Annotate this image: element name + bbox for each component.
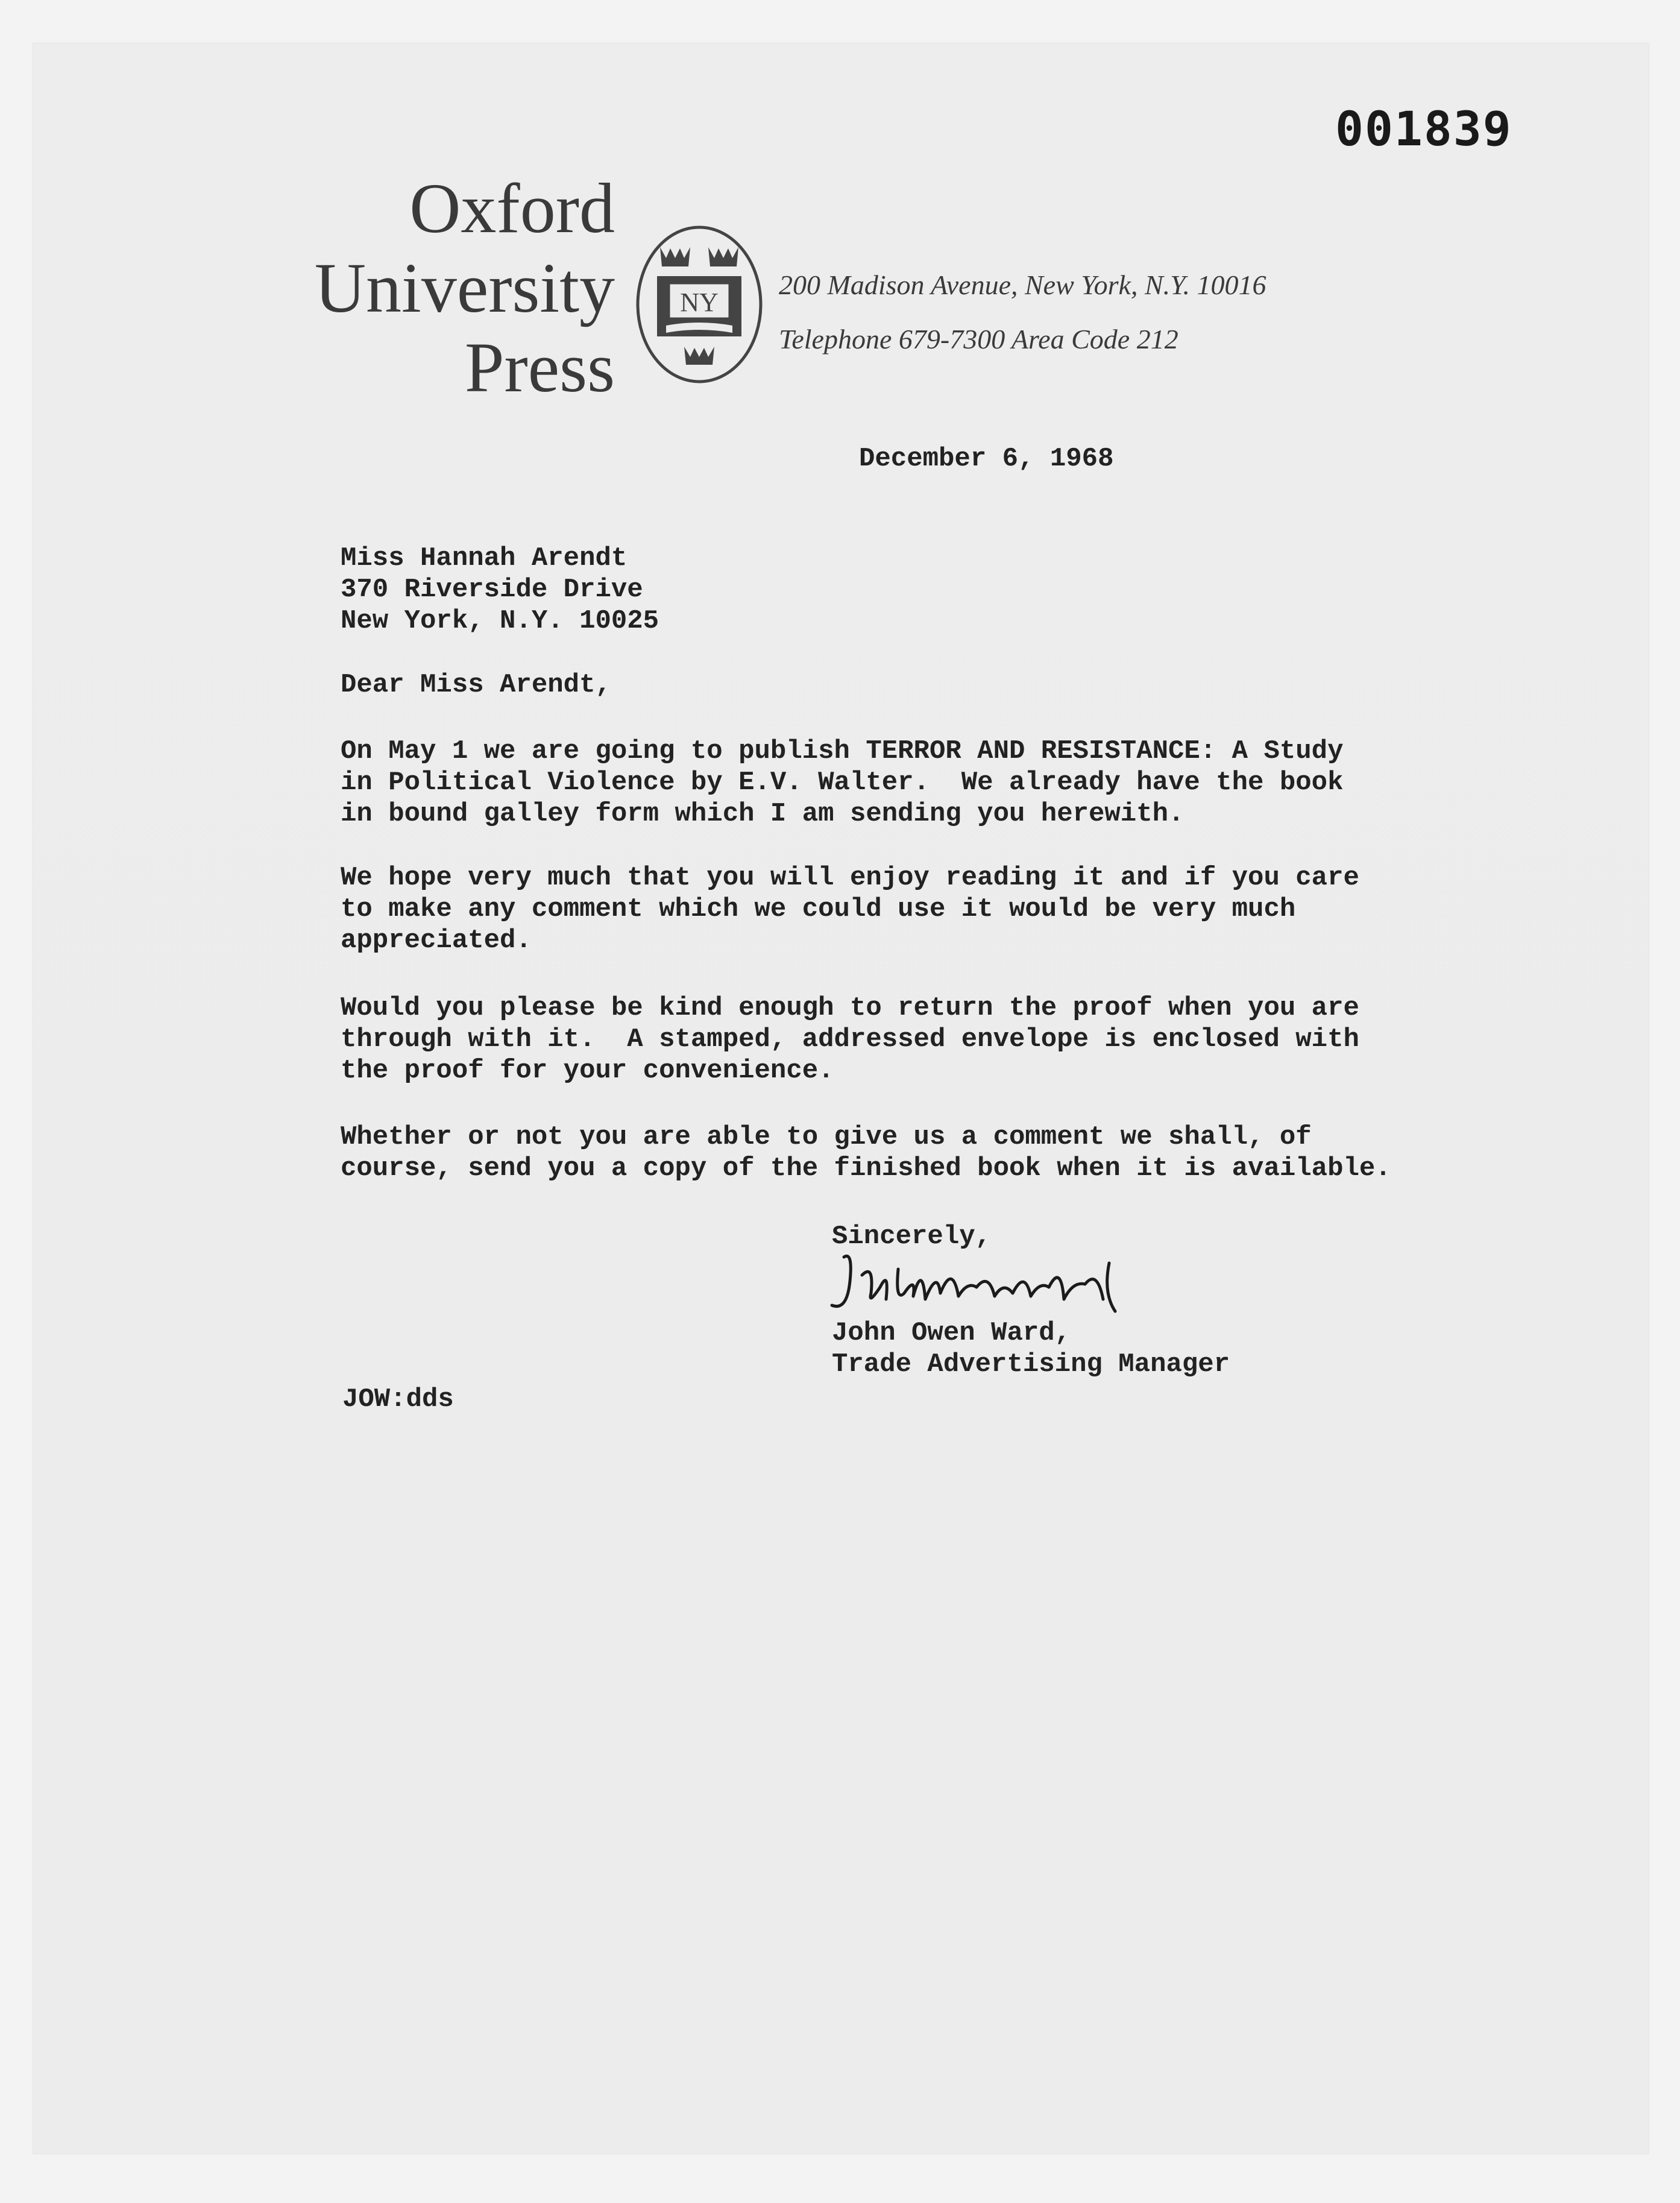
telephone: Telephone 679-7300 Area Code 212	[779, 324, 1178, 355]
salutation: Dear Miss Arendt,	[341, 670, 611, 700]
signer-name: John Owen Ward,	[832, 1318, 1071, 1348]
paragraph-line: appreciated.	[341, 925, 532, 956]
paragraph-3	[341, 992, 1359, 1086]
recipient-address	[341, 543, 659, 637]
paragraph-line: On May 1 we are going to publish TERROR AND RESISTANCE: A Study	[341, 736, 1344, 766]
paragraph-1	[341, 736, 1343, 830]
paragraph-line: in bound galley form which I am sending you herewith.	[341, 799, 1184, 829]
recipient-name: Miss Hannah Arendt	[341, 543, 628, 573]
publisher-logo-text	[313, 169, 615, 408]
paragraph-line: in Political Violence by E.V. Walter. We already have the book	[341, 767, 1344, 798]
page-number: 001839	[1335, 102, 1512, 157]
letterhead-address-block	[779, 258, 1266, 367]
paragraph-line: Would you please be kind enough to return the proof when you are	[341, 993, 1359, 1023]
signer-title: Trade Advertising Manager	[832, 1349, 1230, 1379]
signer-block	[832, 1317, 1230, 1380]
paragraph-line: Whether or not you are able to give us a comment we shall, of	[341, 1122, 1312, 1152]
paragraph-line: the proof for your convenience.	[341, 1056, 834, 1086]
seal-text: NY	[680, 288, 719, 317]
handwritten-signature	[820, 1245, 1133, 1323]
reference-initials: JOW:dds	[342, 1384, 454, 1414]
paragraph-2	[341, 862, 1359, 956]
paragraph-line: through with it. A stamped, addressed envelope is enclosed with	[341, 1024, 1359, 1054]
paragraph-line: to make any comment which we could use it would be very much	[341, 894, 1296, 924]
street-address: 200 Madison Avenue, New York, N.Y. 10016	[779, 269, 1266, 300]
logo-line-3: Press	[464, 328, 615, 407]
paragraph-line: course, send you a copy of the finished book when it is available.	[341, 1153, 1391, 1183]
recipient-city: New York, N.Y. 10025	[341, 606, 659, 636]
logo-line-2: University	[314, 248, 615, 327]
recipient-street: 370 Riverside Drive	[341, 575, 643, 605]
logo-line-1: Oxford	[409, 169, 615, 248]
letter-date: December 6, 1968	[859, 444, 1114, 474]
closing: Sincerely,	[832, 1221, 992, 1252]
paragraph-4	[341, 1121, 1391, 1184]
paragraph-line: We hope very much that you will enjoy reading it and if you care	[341, 863, 1359, 893]
crest-seal-icon	[633, 223, 766, 386]
